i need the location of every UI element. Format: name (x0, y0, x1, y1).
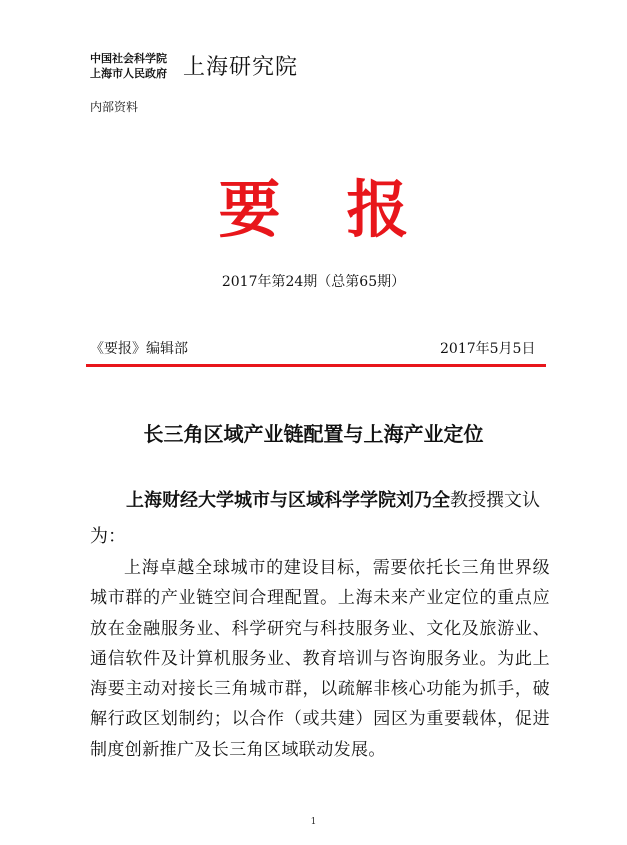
article-title: 长三角区域产业链配置与上海产业定位 (143, 422, 484, 446)
publication-date: 2017年5月5日 (440, 341, 536, 357)
masthead-char-2: 报 (346, 173, 409, 246)
org-name-shanghai-government: 上海市人民政府 (90, 67, 167, 80)
masthead-char-1: 要 (218, 173, 281, 246)
page-number: 1 (310, 817, 317, 827)
org-name-cass: 中国社会科学院 (90, 52, 167, 65)
lead-author: 上海财经大学城市与区域科学学院刘乃全 (126, 490, 450, 511)
institute-name: 上海研究院 (183, 55, 299, 80)
lead-rest: 教授撰文认为： (90, 490, 540, 547)
masthead-title (0, 172, 627, 248)
editorial-department: 《要报》编辑部 (90, 341, 188, 357)
article-lead (90, 483, 550, 555)
classification-label: 内部资料 (90, 100, 139, 114)
red-divider-rule (86, 364, 546, 367)
issue-number: 2017年第24期（总第65期） (221, 274, 406, 290)
article-paragraph: 上海卓越全球城市的建设目标，需要依托长三角世界级城市群的产业链空间合理配置。上海未来产业定位的重点应放在金融服务业、科学研究与科技服务业、文化及旅游业、通信软件及计算机服务业、教育培训与咨询服务业。为此上海要主动对接长三角城市群，以疏解非核心功能为抓手，破解行政区划制约；以合作（或共建）园区为重要载体，促进制度创新推广及长三角区域联动发展。 (90, 558, 550, 760)
